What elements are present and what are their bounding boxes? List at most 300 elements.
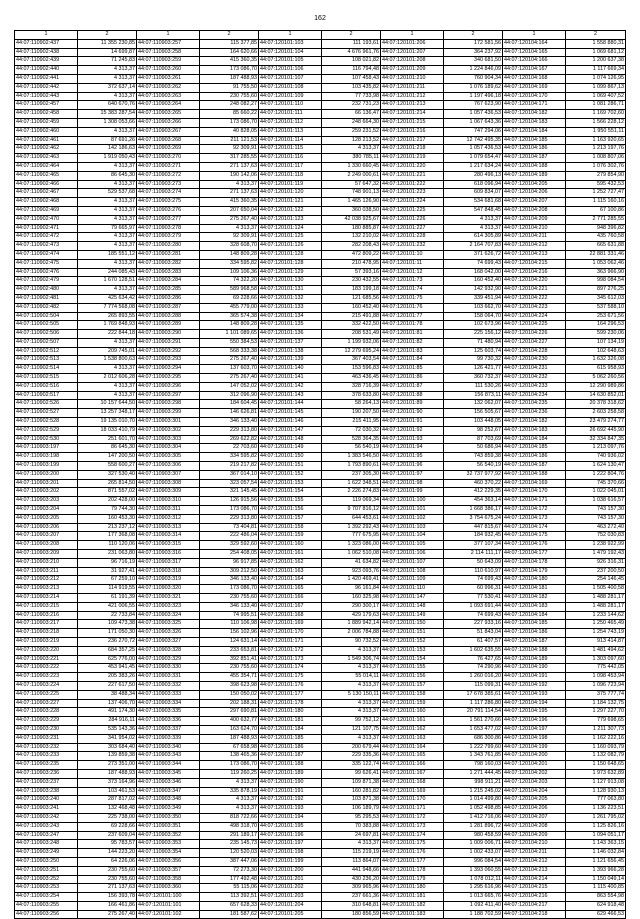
table-row	[15, 470, 626, 479]
cadastral-number-cell: 44:07:120101:160	[259, 541, 322, 550]
cadastral-number-cell: 44:07:120104:182	[503, 418, 566, 427]
table-row	[15, 743, 626, 752]
cadastral-number-cell: 44:07:110903:306	[137, 462, 200, 471]
cadastral-value-cell: 15 383 287,54	[78, 110, 137, 119]
cadastral-value-cell: 4 313,37	[78, 365, 137, 374]
cadastral-value-cell: 1 488 281,17	[566, 594, 626, 603]
cadastral-value-cell: 4 313,37	[78, 92, 137, 101]
table-row	[15, 884, 626, 893]
cadastral-number-cell: 44:07:110903:228	[15, 708, 78, 717]
cadastral-number-cell: 44:07:110903:212	[15, 576, 78, 585]
cadastral-number-cell: 44:07:120101:203	[259, 893, 322, 902]
cadastral-number-cell: 44:07:120101:97	[381, 470, 444, 479]
cadastral-number-cell: 44:07:120101:189	[259, 769, 322, 778]
cadastral-value-cell: 279 854,90	[566, 171, 626, 180]
header-cell: 2	[78, 31, 137, 40]
cadastral-number-cell: 44:07:120104:184	[503, 435, 566, 444]
cadastral-value-cell: 222 486,04	[200, 532, 259, 541]
cadastral-number-cell: 44:07:120104:167	[503, 66, 566, 75]
cadastral-number-cell: 44:07:110903:316	[137, 550, 200, 559]
cadastral-number-cell: 44:07:120101:176	[381, 849, 444, 858]
cadastral-number-cell: 44:07:120101:165	[381, 752, 444, 761]
cadastral-value-cell: 312 096,90	[200, 391, 259, 400]
cadastral-value-cell: 1 076 302,76	[566, 162, 626, 171]
cadastral-value-cell: 76 427,65	[444, 655, 503, 664]
cadastral-number-cell: 44:07:110903:232	[15, 743, 78, 752]
cadastral-number-cell: 44:07:120101:109	[381, 576, 444, 585]
cadastral-number-cell: 44:07:120104:235	[503, 400, 566, 409]
cadastral-number-cell: 44:07:120101:209	[381, 66, 444, 75]
table-row	[15, 673, 626, 682]
cadastral-value-cell: 287 817,02	[78, 796, 137, 805]
cadastral-number-cell: 44:07:120101:144	[259, 400, 322, 409]
cadastral-number-cell: 44:07:120101:178	[381, 866, 444, 875]
cadastral-value-cell: 1 217 634,24	[444, 162, 503, 171]
table-row	[15, 611, 626, 620]
cadastral-number-cell: 44:07:120101:223	[381, 189, 444, 198]
table-row	[15, 462, 626, 471]
cadastral-number-cell: 44:07:110903:259	[137, 57, 200, 66]
cadastral-number-cell: 44:07:120101:10	[381, 250, 444, 259]
cadastral-number-cell: 44:07:120101:89	[381, 400, 444, 409]
cadastral-value-cell: 4 313,37	[200, 796, 259, 805]
cadastral-value-cell: 207 650,04	[200, 206, 259, 215]
cadastral-value-cell: 743 859,38	[444, 453, 503, 462]
table-row	[15, 541, 626, 550]
cadastral-value-cell: 1 098 453,94	[566, 673, 626, 682]
cadastral-number-cell: 44:07:110903:326	[137, 629, 200, 638]
cadastral-number-cell: 44:07:120104:218	[503, 910, 566, 919]
cadastral-number-cell: 44:07:120101:175	[259, 673, 322, 682]
cadastral-value-cell: 160 325,98	[322, 594, 381, 603]
cadastral-value-cell: 110 106,98	[200, 620, 259, 629]
cadastral-value-cell: 1 146 032,84	[566, 849, 626, 858]
cadastral-value-cell: 1 150 648,65	[566, 761, 626, 770]
cadastral-number-cell: 44:07:120101:132	[259, 294, 322, 303]
cadastral-number-cell: 44:07:110902:476	[15, 268, 78, 277]
cadastral-value-cell: 32 737 977,92	[444, 470, 503, 479]
cadastral-number-cell: 44:07:120104:211	[503, 849, 566, 858]
cadastral-number-cell: 44:07:120101:228	[381, 233, 444, 242]
cadastral-value-cell: 615 958,93	[566, 365, 626, 374]
cadastral-number-cell: 44:07:120101:111	[259, 110, 322, 119]
table-row	[15, 901, 626, 910]
cadastral-number-cell: 44:07:120101:77	[381, 312, 444, 321]
cadastral-number-cell: 44:07:120101:88	[381, 391, 444, 400]
cadastral-number-cell: 44:07:110903:343	[137, 752, 200, 761]
table-row	[15, 39, 626, 48]
cadastral-value-cell: 124 631,14	[200, 637, 259, 646]
cadastral-number-cell: 44:07:110903:230	[15, 725, 78, 734]
cadastral-value-cell: 173 086,70	[200, 585, 259, 594]
cadastral-number-cell: 44:07:110903:275	[137, 198, 200, 207]
cadastral-number-cell: 44:07:120101:94	[381, 444, 444, 453]
cadastral-value-cell: 798 160,03	[444, 761, 503, 770]
cadastral-value-cell: 1 260 016,20	[444, 673, 503, 682]
cadastral-value-cell: 4 313,37	[200, 224, 259, 233]
cadastral-value-cell: 455 779,00	[200, 303, 259, 312]
cadastral-value-cell: 146 626,81	[200, 409, 259, 418]
cadastral-value-cell: 996 084,54	[444, 857, 503, 866]
cadastral-value-cell: 41 634,82	[322, 558, 381, 567]
cadastral-number-cell: 44:07:110903:319	[137, 576, 200, 585]
cadastral-value-cell: 1 261 795,02	[566, 813, 626, 822]
cadastral-value-cell: 529 537,68	[78, 189, 137, 198]
cadastral-value-cell: 160 453,30	[78, 514, 137, 523]
cadastral-value-cell: 1 670 128,51	[78, 277, 137, 286]
cadastral-number-cell: 44:07:120101:118	[259, 171, 322, 180]
cadastral-number-cell: 44:07:110903:281	[137, 250, 200, 259]
cadastral-number-cell: 44:07:110903:257	[137, 39, 200, 48]
cadastral-number-cell: 44:07:110903:323	[137, 602, 200, 611]
cadastral-value-cell: 1 769 848,93	[78, 321, 137, 330]
cadastral-value-cell: 1 222 804,76	[566, 470, 626, 479]
cadastral-value-cell: 2 771 285,55	[566, 215, 626, 224]
cadastral-number-cell: 44:07:120104:213	[503, 250, 566, 259]
table-row	[15, 118, 626, 127]
cadastral-value-cell: 2 114 111,17	[444, 550, 503, 559]
cadastral-value-cell: 225 156,12	[444, 330, 503, 339]
cadastral-number-cell: 44:07:120101:171	[259, 637, 322, 646]
cadastral-number-cell: 44:07:120104:215	[503, 884, 566, 893]
cadastral-number-cell: 44:07:120101:160	[381, 708, 444, 717]
cadastral-value-cell: 107 134,19	[566, 338, 626, 347]
cadastral-value-cell: 1 222 799,60	[444, 743, 503, 752]
cadastral-value-cell: 1 668 386,17	[444, 506, 503, 515]
cadastral-number-cell: 44:07:110903:233	[15, 752, 78, 761]
cadastral-number-cell: 44:07:110902:513	[15, 356, 78, 365]
cadastral-value-cell: 2 012 606,28	[78, 374, 137, 383]
cadastral-number-cell: 44:07:120101:110	[381, 585, 444, 594]
cadastral-value-cell: 743 157,30	[566, 506, 626, 515]
table-row	[15, 312, 626, 321]
cadastral-value-cell: 777 675,95	[322, 532, 381, 541]
cadastral-value-cell: 150 050,02	[200, 690, 259, 699]
cadastral-number-cell: 44:07:110903:215	[15, 602, 78, 611]
cadastral-number-cell: 44:07:120101:193	[259, 805, 322, 814]
cadastral-value-cell: 120 520,03	[200, 849, 259, 858]
table-row	[15, 497, 626, 506]
cadastral-value-cell: 1 197 496,18	[444, 92, 503, 101]
cadastral-value-cell: 103 448,05	[444, 418, 503, 427]
cadastral-number-cell: 44:07:120101:128	[259, 250, 322, 259]
cadastral-number-cell: 44:07:120101:93	[381, 435, 444, 444]
cadastral-number-cell: 44:07:120101:211	[381, 83, 444, 92]
cadastral-number-cell: 44:07:110902:472	[15, 233, 78, 242]
cadastral-number-cell: 44:07:120101:78	[381, 321, 444, 330]
cadastral-value-cell: 998 911,21	[444, 778, 503, 787]
cadastral-value-cell: 248 082,27	[200, 101, 259, 110]
cadastral-number-cell: 44:07:120101:224	[381, 198, 444, 207]
cadastral-value-cell: 109 871,38	[322, 778, 381, 787]
table-row	[15, 409, 626, 418]
cadastral-value-cell: 12 742 495,35	[444, 136, 503, 145]
cadastral-value-cell: 1 566 228,12	[566, 118, 626, 127]
cadastral-value-cell: 360 732,37	[444, 374, 503, 383]
cadastral-value-cell: 103 662,70	[444, 303, 503, 312]
cadastral-number-cell: 44:07:120101:129	[259, 268, 322, 277]
cadastral-value-cell: 99 752,12	[322, 717, 381, 726]
cadastral-value-cell: 180 856,59	[322, 910, 381, 919]
cadastral-value-cell: 435 760,58	[566, 233, 626, 242]
cadastral-number-cell: 44:07:120104:185	[503, 136, 566, 145]
header-cell: 1	[137, 31, 200, 40]
table-row	[15, 215, 626, 224]
cadastral-number-cell: 44:07:120101:197	[259, 840, 322, 849]
cadastral-value-cell: 160 281,82	[322, 787, 381, 796]
cadastral-number-cell: 44:07:120101:109	[259, 92, 322, 101]
cadastral-number-cell: 44:07:120101:133	[259, 303, 322, 312]
cadastral-number-cell: 44:07:120101:131	[259, 286, 322, 295]
cadastral-number-cell: 44:07:120104:183	[503, 118, 566, 127]
cadastral-number-cell: 44:07:120101:181	[259, 717, 322, 726]
cadastral-value-cell: 629 466,53	[566, 910, 626, 919]
cadastral-value-cell: 1 383 546,50	[322, 453, 381, 462]
table-row	[15, 805, 626, 814]
cadastral-value-cell: 686 300,86	[444, 734, 503, 743]
cadastral-value-cell: 67 100,86	[566, 206, 626, 215]
cadastral-value-cell: 132 062,07	[444, 400, 503, 409]
cadastral-number-cell: 44:07:120101:105	[259, 57, 322, 66]
cadastral-value-cell: 210 478,95	[322, 259, 381, 268]
cadastral-value-cell: 309 965,96	[322, 884, 381, 893]
cadastral-number-cell: 44:07:120101:141	[259, 374, 322, 383]
cadastral-value-cell: 4 313,37	[78, 206, 137, 215]
cadastral-value-cell: 1 889 942,14	[322, 620, 381, 629]
cadastral-value-cell: 103 871,38	[322, 796, 381, 805]
cadastral-value-cell: 528 364,35	[322, 435, 381, 444]
cadastral-value-cell: 1 254 743,19	[566, 629, 626, 638]
cadastral-value-cell: 265 893,55	[78, 312, 137, 321]
cadastral-value-cell: 92 309,91	[200, 233, 259, 242]
cadastral-number-cell: 44:07:120101:201	[259, 875, 322, 884]
cadastral-value-cell: 67 259,10	[78, 576, 137, 585]
cadastral-value-cell: 109 106,36	[200, 268, 259, 277]
cadastral-number-cell: 44:07:120101:120	[259, 189, 322, 198]
cadastral-value-cell: 1 624 130,47	[566, 462, 626, 471]
cadastral-value-cell: 22 881 331,46	[566, 250, 626, 259]
cadastral-value-cell: 273 351,00	[78, 761, 137, 770]
cadastral-value-cell: 1 163 920,65	[566, 136, 626, 145]
cadastral-value-cell: 657 628,33	[200, 901, 259, 910]
cadastral-number-cell: 44:07:110902:457	[15, 101, 78, 110]
cadastral-value-cell: 998 084,54	[566, 277, 626, 286]
cadastral-number-cell: 44:07:110903:350	[137, 813, 200, 822]
cadastral-number-cell: 44:07:120101:168	[381, 778, 444, 787]
cadastral-value-cell: 116 794,48	[322, 66, 381, 75]
table-row	[15, 338, 626, 347]
cadastral-value-cell: 1 211 307,73	[566, 725, 626, 734]
cadastral-number-cell: 44:07:120101:154	[259, 488, 322, 497]
cadastral-number-cell: 44:07:120101:104	[259, 48, 322, 57]
cadastral-value-cell: 429 179,63	[322, 611, 381, 620]
cadastral-value-cell: 160 452,40	[444, 277, 503, 286]
cadastral-number-cell: 44:07:110903:243	[15, 822, 78, 831]
cadastral-number-cell: 44:07:110903:298	[137, 400, 200, 409]
cadastral-value-cell: 1 303 097,60	[566, 655, 626, 664]
cadastral-number-cell: 44:07:120101:126	[259, 242, 322, 251]
cadastral-number-cell: 44:07:110903:311	[137, 506, 200, 515]
cadastral-number-cell: 44:07:120101:95	[381, 453, 444, 462]
cadastral-value-cell: 367 403,54	[322, 356, 381, 365]
cadastral-number-cell: 44:07:120101:190	[259, 778, 322, 787]
cadastral-number-cell: 44:07:120101:163	[259, 567, 322, 576]
cadastral-value-cell: 132 468,48	[78, 805, 137, 814]
cadastral-number-cell: 44:07:110903:241	[15, 805, 78, 814]
cadastral-number-cell: 44:07:110903:334	[137, 699, 200, 708]
cadastral-number-cell: 44:07:120101:84	[381, 356, 444, 365]
cadastral-value-cell: 644 453,61	[322, 514, 381, 523]
cadastral-number-cell: 44:07:120104:192	[503, 681, 566, 690]
cadastral-number-cell: 44:07:120101:180	[259, 708, 322, 717]
cadastral-number-cell: 44:07:120101:122	[259, 206, 322, 215]
cadastral-value-cell: 1 412 716,06	[444, 813, 503, 822]
cadastral-number-cell: 44:07:120101:130	[259, 277, 322, 286]
cadastral-value-cell: 4 313,37	[322, 840, 381, 849]
cadastral-value-cell: 32 334 847,35	[566, 435, 626, 444]
cadastral-number-cell: 44:07:110903:248	[15, 840, 78, 849]
cadastral-value-cell: 2 006 784,88	[322, 629, 381, 638]
cadastral-value-cell: 1 081 286,71	[566, 101, 626, 110]
table-row	[15, 479, 626, 488]
cadastral-value-cell: 2 249 000,61	[322, 171, 381, 180]
cadastral-number-cell: 44:07:120104:182	[503, 110, 566, 119]
cadastral-value-cell: 119 069,34	[322, 497, 381, 506]
cadastral-number-cell: 44:07:110902:470	[15, 215, 78, 224]
cadastral-number-cell: 44:07:120104:204	[503, 787, 566, 796]
cadastral-number-cell: 44:07:120101:167	[381, 769, 444, 778]
cadastral-value-cell: 115 219,19	[322, 849, 381, 858]
cadastral-value-cell: 61 407,57	[444, 637, 503, 646]
cadastral-number-cell: 44:07:120104:171	[503, 101, 566, 110]
cadastral-number-cell: 44:07:120101:166	[259, 594, 322, 603]
cadastral-value-cell: 1 002 433,07	[444, 849, 503, 858]
cadastral-number-cell: 44:07:120101:148	[259, 435, 322, 444]
cadastral-number-cell: 44:07:120101:156	[259, 506, 322, 515]
cadastral-value-cell: 2 226 274,83	[322, 488, 381, 497]
cadastral-number-cell: 44:07:120101:168	[259, 611, 322, 620]
cadastral-value-cell: 4 313,37	[78, 233, 137, 242]
cadastral-number-cell: 44:07:120104:173	[503, 514, 566, 523]
cadastral-value-cell: 535 143,36	[78, 725, 137, 734]
cadastral-value-cell: 1 074 126,95	[566, 74, 626, 83]
cadastral-value-cell: 61 191,39	[78, 594, 137, 603]
cadastral-value-cell: 236 270,72	[78, 637, 137, 646]
cadastral-value-cell: 58 264,13	[322, 400, 381, 409]
cadastral-value-cell: 1 132 082,79	[566, 752, 626, 761]
cadastral-value-cell: 19 135 010,70	[78, 418, 137, 427]
cadastral-value-cell: 425 634,42	[78, 294, 137, 303]
cadastral-number-cell: 44:07:110903:358	[137, 875, 200, 884]
cadastral-number-cell: 44:07:110903:276	[137, 206, 200, 215]
cadastral-number-cell: 44:07:120104:185	[503, 620, 566, 629]
cadastral-number-cell: 44:07:120101:177	[259, 690, 322, 699]
cadastral-number-cell: 44:07:120101:82	[381, 338, 444, 347]
cadastral-value-cell: 164 620,66	[200, 48, 259, 57]
cadastral-number-cell: 44:07:120101:116	[259, 154, 322, 163]
cadastral-number-cell: 44:07:110903:249	[15, 849, 78, 858]
table-row	[15, 83, 626, 92]
cadastral-number-cell: 44:07:120101:173	[259, 655, 322, 664]
cadastral-number-cell: 44:07:120101:159	[259, 532, 322, 541]
cadastral-value-cell: 67 658,98	[200, 743, 259, 752]
cadastral-value-cell: 164 296,53	[566, 321, 626, 330]
cadastral-number-cell: 44:07:110903:360	[137, 884, 200, 893]
cadastral-number-cell: 44:07:120101:205	[259, 910, 322, 919]
cadastral-number-cell: 44:07:120101:171	[381, 805, 444, 814]
cadastral-value-cell: 156 393,78	[78, 893, 137, 902]
cadastral-number-cell: 44:07:110903:348	[137, 796, 200, 805]
cadastral-number-cell: 44:07:120101:170	[259, 629, 322, 638]
cadastral-number-cell: 44:07:120101:212	[381, 92, 444, 101]
cadastral-number-cell: 44:07:120104:187	[503, 154, 566, 163]
cadastral-number-cell: 44:07:110903:329	[137, 655, 200, 664]
table-row	[15, 813, 626, 822]
cadastral-number-cell: 44:07:110902:482	[15, 303, 78, 312]
cadastral-value-cell: 231 063,80	[78, 550, 137, 559]
cadastral-number-cell: 44:07:120101:154	[381, 655, 444, 664]
cadastral-number-cell: 44:07:120104:213	[503, 866, 566, 875]
table-row	[15, 233, 626, 242]
cadastral-number-cell: 44:07:120101:151	[381, 629, 444, 638]
cadastral-value-cell: 9 707 816,12	[322, 506, 381, 515]
cadastral-number-cell: 44:07:110903:220	[15, 646, 78, 655]
cadastral-number-cell: 44:07:120101:108	[259, 83, 322, 92]
cadastral-value-cell: 103 435,82	[322, 83, 381, 92]
table-row	[15, 110, 626, 119]
cadastral-number-cell: 44:07:120101:227	[381, 224, 444, 233]
cadastral-number-cell: 44:07:120101:147	[259, 426, 322, 435]
cadastral-number-cell: 44:07:120104:222	[503, 294, 566, 303]
cadastral-value-cell: 168 042,00	[444, 268, 503, 277]
table-row	[15, 567, 626, 576]
cadastral-number-cell: 44:07:110903:351	[137, 822, 200, 831]
cadastral-number-cell: 44:07:120101:87	[381, 382, 444, 391]
cadastral-number-cell: 44:07:120101:115	[259, 145, 322, 154]
cadastral-number-cell: 44:07:120101:85	[381, 365, 444, 374]
cadastral-number-cell: 44:07:110903:337	[137, 725, 200, 734]
cadastral-value-cell: 777 063,80	[566, 796, 626, 805]
cadastral-number-cell: 44:07:110902:480	[15, 286, 78, 295]
table-row	[15, 426, 626, 435]
cadastral-number-cell: 44:07:120101:207	[381, 48, 444, 57]
cadastral-number-cell: 44:07:110903:282	[137, 259, 200, 268]
cadastral-number-cell: 44:07:120104:202	[503, 769, 566, 778]
cadastral-value-cell: 1 076 189,62	[444, 83, 503, 92]
header-row	[15, 31, 626, 40]
cadastral-value-cell: 748 901,13	[322, 189, 381, 198]
cadastral-value-cell: 126 915,56	[200, 497, 259, 506]
header-cell: 2	[444, 31, 503, 40]
table-row	[15, 629, 626, 638]
cadastral-value-cell: 614 305,89	[444, 233, 503, 242]
cadastral-number-cell: 44:07:120104:182	[503, 594, 566, 603]
cadastral-number-cell: 44:07:120104:170	[503, 92, 566, 101]
cadastral-value-cell: 4 313,37	[200, 778, 259, 787]
cadastral-number-cell: 44:07:120101:162	[259, 558, 322, 567]
cadastral-value-cell: 227 933,16	[444, 620, 503, 629]
cadastral-value-cell: 5 130 150,11	[322, 690, 381, 699]
cadastral-number-cell: 44:07:120104:212	[503, 242, 566, 251]
cadastral-value-cell: 290 300,17	[322, 602, 381, 611]
cadastral-number-cell: 44:07:110903:288	[137, 312, 200, 321]
cadastral-number-cell: 44:07:110903:344	[137, 761, 200, 770]
cadastral-value-cell: 102 673,96	[444, 321, 503, 330]
cadastral-value-cell: 1 169 702,60	[566, 110, 626, 119]
cadastral-value-cell: 20 378 318,62	[566, 400, 626, 409]
cadastral-value-cell: 2 164 707,83	[444, 242, 503, 251]
header-cell: 2	[566, 31, 626, 40]
